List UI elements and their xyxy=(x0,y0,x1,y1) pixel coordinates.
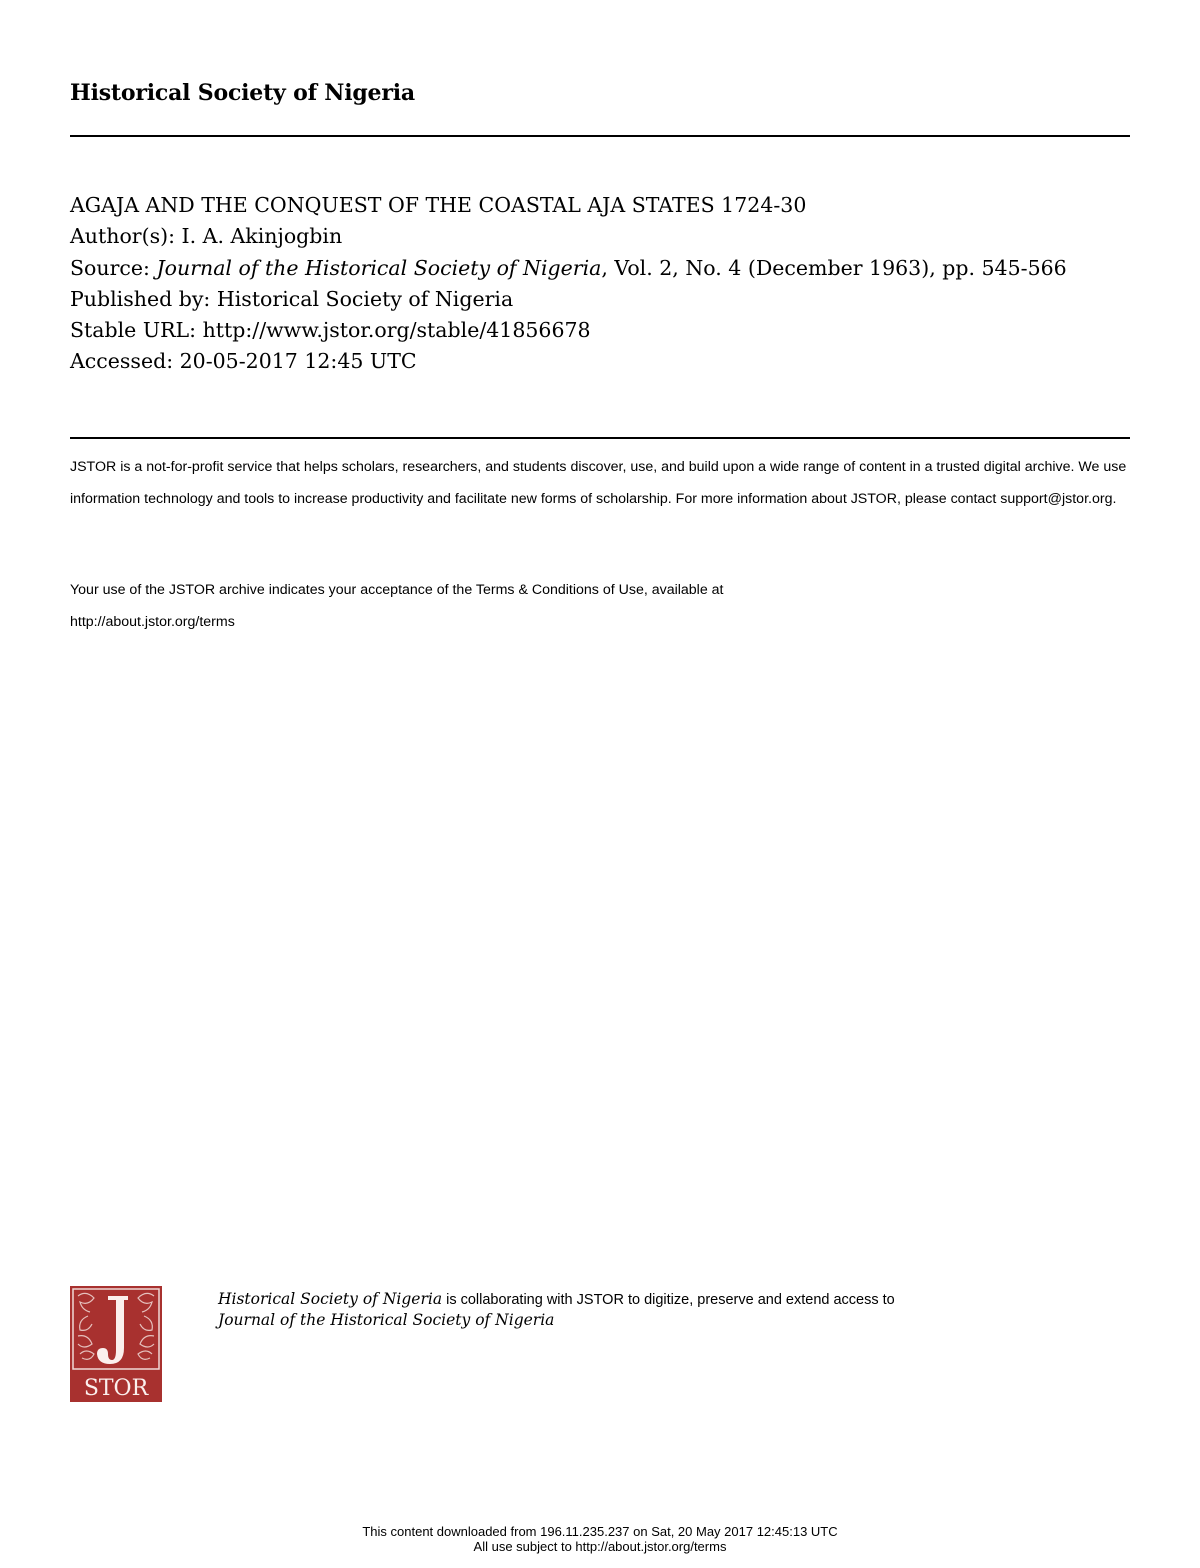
page-footer xyxy=(0,1524,1200,1554)
logo-text: STOR xyxy=(83,1376,149,1401)
terms-text: Your use of the JSTOR archive indicates your acceptance of the Terms & Conditions of Use, available at xyxy=(70,582,724,598)
publisher-title: Historical Society of Nigeria xyxy=(70,80,415,106)
terms-notice xyxy=(70,575,870,638)
collaboration-line1 xyxy=(218,1289,895,1310)
collaboration-note xyxy=(218,1289,895,1330)
footer-terms-line: All use subject to http://about.jstor.org/terms xyxy=(473,1539,727,1554)
accessed-date: 20-05-2017 12:45 UTC xyxy=(179,349,417,374)
jstor-logo-icon xyxy=(70,1286,162,1402)
article-title: AGAJA AND THE CONQUEST OF THE COASTAL AJA STATES 1724-30 xyxy=(70,193,807,217)
collab-text: is collaborating with JSTOR to digitize, preserve and extend access to xyxy=(442,1292,895,1308)
divider-bottom xyxy=(70,437,1130,439)
stable-url-link[interactable]: http://www.jstor.org/stable/41856678 xyxy=(202,318,591,343)
collab-journal: Journal of the Historical Society of Nigeria xyxy=(218,1311,555,1329)
footer-download-line: This content downloaded from 196.11.235.237 on Sat, 20 May 2017 12:45:13 UTC xyxy=(362,1524,838,1539)
collaboration-line2 xyxy=(218,1310,895,1330)
source-line: Source: Journal of the Historical Society of Nigeria, Vol. 2, No. 4 (December 1963), pp. 545-566 xyxy=(70,255,1067,280)
source-journal: Journal of the Historical Society of Nigeria xyxy=(156,255,602,280)
author-line: Author(s): I. A. Akinjogbin xyxy=(70,224,343,249)
jstor-notice: JSTOR is a not-for-profit service that helps scholars, researchers, and students discover, use, and build upon a wide range of content in a trusted digital archive. We use information technology and tools to increase productivity and facilitate new forms of scholarship. For more information about JSTOR, please contact support@jstor.org. xyxy=(70,459,1127,507)
accessed-line: Accessed: 20-05-2017 12:45 UTC xyxy=(70,349,417,374)
published-by-line: Published by: Historical Society of Nigeria xyxy=(70,286,514,311)
article-metadata xyxy=(70,190,1130,378)
published-by: Historical Society of Nigeria xyxy=(216,286,514,311)
collab-publisher: Historical Society of Nigeria xyxy=(218,1290,443,1308)
jstor-logo xyxy=(70,1286,162,1402)
source-details: , Vol. 2, No. 4 (December 1963), pp. 545-566 xyxy=(601,255,1067,280)
terms-link[interactable]: http://about.jstor.org/terms xyxy=(70,613,235,630)
divider-top xyxy=(70,135,1130,137)
stable-url-line: Stable URL: http://www.jstor.org/stable/41856678 xyxy=(70,318,591,343)
author-name: I. A. Akinjogbin xyxy=(181,224,343,249)
